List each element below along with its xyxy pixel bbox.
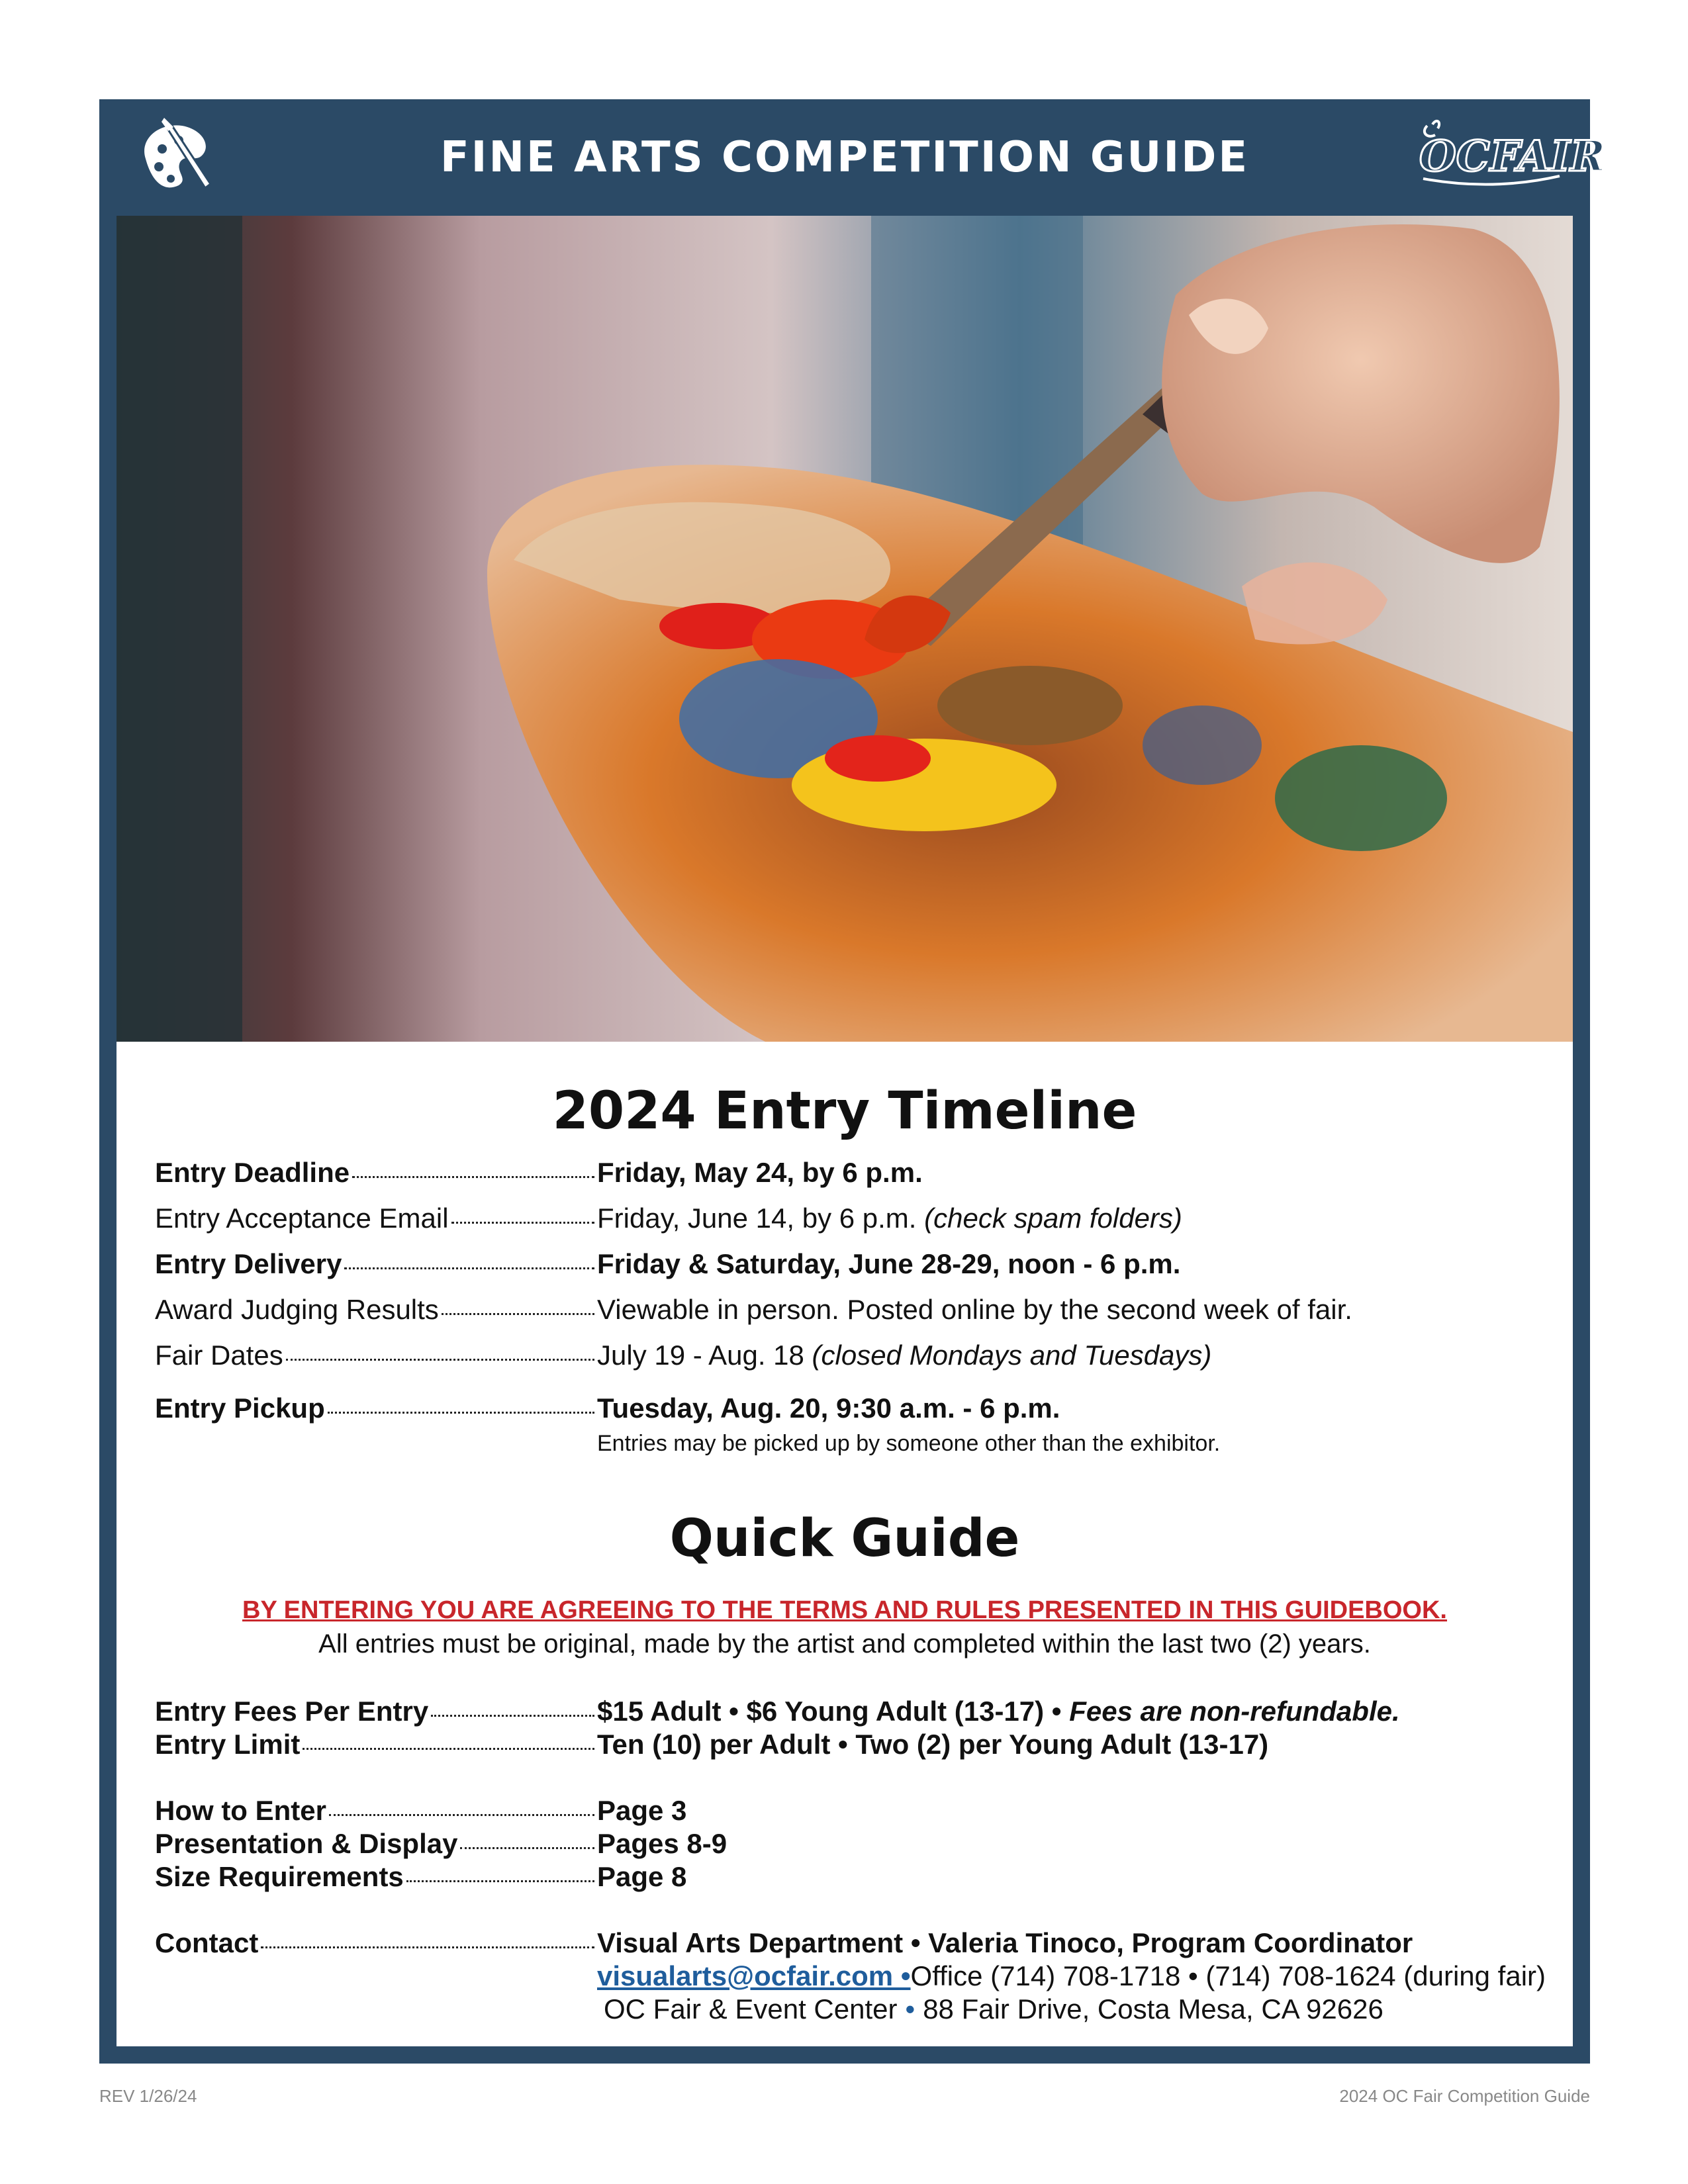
terms-warning: BY ENTERING YOU ARE AGREEING TO THE TERMS AND RULES PRESENTED IN THIS GUIDEBOOK. xyxy=(242,1596,1447,1624)
guide-row-presentation xyxy=(155,1828,727,1860)
email-link[interactable]: visualarts@ocfair.com • xyxy=(597,1960,911,1991)
original-note: All entries must be original, made by the artist and completed within the last two (2) years. xyxy=(318,1629,1371,1659)
guide-label: How to Enter xyxy=(155,1795,326,1826)
fees-note: Fees are non-refundable. xyxy=(1069,1696,1400,1727)
timeline-label: Entry Pickup xyxy=(155,1392,325,1424)
guide-row-how xyxy=(155,1795,686,1827)
pickup-note: Entries may be picked up by someone other than the exhibitor. xyxy=(597,1431,1221,1456)
guide-label: Size Requirements xyxy=(155,1861,404,1892)
guide-value: Page 8 xyxy=(597,1861,687,1892)
ocfair-logo xyxy=(1407,113,1606,192)
bullet-separator: • xyxy=(905,1993,915,2025)
palette-icon xyxy=(132,113,218,199)
timeline-title: 2024 Entry Timeline xyxy=(552,1081,1137,1141)
guide-value: $15 Adult • $6 Young Adult (13-17) • xyxy=(597,1696,1062,1727)
timeline-row xyxy=(155,1248,1180,1280)
timeline-value: Friday, May 24, by 6 p.m. xyxy=(597,1157,923,1188)
timeline-row xyxy=(155,1294,1352,1326)
timeline-value: Friday & Saturday, June 28-29, noon - 6 p.m. xyxy=(597,1248,1181,1279)
timeline-label: Entry Delivery xyxy=(155,1248,342,1279)
guide-row-contact xyxy=(155,1927,1413,1959)
guide-value: Page 3 xyxy=(597,1795,687,1826)
timeline-note: (check spam folders) xyxy=(924,1203,1182,1234)
guide-value: Ten (10) per Adult • Two (2) per Young Adult (13-17) xyxy=(597,1729,1269,1760)
guide-label: Entry Fees Per Entry xyxy=(155,1696,429,1727)
timeline-label: Entry Deadline xyxy=(155,1157,350,1188)
guide-row-limit xyxy=(155,1729,1268,1760)
venue-name: OC Fair & Event Center xyxy=(604,1993,898,2025)
guide-label: Entry Limit xyxy=(155,1729,301,1760)
timeline-value: Viewable in person. Posted online by the second week of fair. xyxy=(597,1294,1352,1325)
page-frame xyxy=(99,99,1606,2064)
timeline-value: July 19 - Aug. 18 xyxy=(597,1340,804,1371)
guide-value: Pages 8-9 xyxy=(597,1828,727,1859)
timeline-row xyxy=(155,1203,1182,1234)
timeline-row xyxy=(155,1392,1060,1424)
page-title: FINE ARTS COMPETITION GUIDE xyxy=(440,133,1250,182)
timeline-label: Fair Dates xyxy=(155,1340,283,1371)
content-panel xyxy=(117,1042,1573,2046)
revision-date: REV 1/26/24 xyxy=(99,2086,197,2106)
timeline-value: Tuesday, Aug. 20, 9:30 a.m. - 6 p.m. xyxy=(597,1392,1060,1424)
footer-guide-name: 2024 OC Fair Competition Guide xyxy=(1339,2086,1590,2106)
guide-label: Presentation & Display xyxy=(155,1828,458,1859)
guide-label: Contact xyxy=(155,1927,259,1958)
header-bar xyxy=(99,99,1606,216)
guide-row-size xyxy=(155,1861,686,1893)
guide-value: Visual Arts Department • Valeria Tinoco, Program Coordinator xyxy=(597,1927,1413,1958)
street-address: 88 Fair Drive, Costa Mesa, CA 92626 xyxy=(923,1993,1383,2025)
address-line xyxy=(604,1993,1383,2025)
ocfair-logo-text: OCFAIR xyxy=(1419,132,1606,181)
timeline-row xyxy=(155,1157,923,1189)
timeline-note: (closed Mondays and Tuesdays) xyxy=(812,1340,1212,1371)
timeline-label: Award Judging Results xyxy=(155,1294,439,1325)
quick-guide-title: Quick Guide xyxy=(669,1509,1020,1569)
phone-numbers: Office (714) 708-1718 • (714) 708-1624 (during fair) xyxy=(910,1960,1546,1991)
timeline-label: Entry Acceptance Email xyxy=(155,1203,449,1234)
hero-photo-palette xyxy=(117,216,1573,1042)
guide-row-fees xyxy=(155,1696,1400,1727)
contact-line xyxy=(597,1960,1546,1992)
timeline-value: Friday, June 14, by 6 p.m. xyxy=(597,1203,917,1234)
timeline-row xyxy=(155,1340,1211,1371)
